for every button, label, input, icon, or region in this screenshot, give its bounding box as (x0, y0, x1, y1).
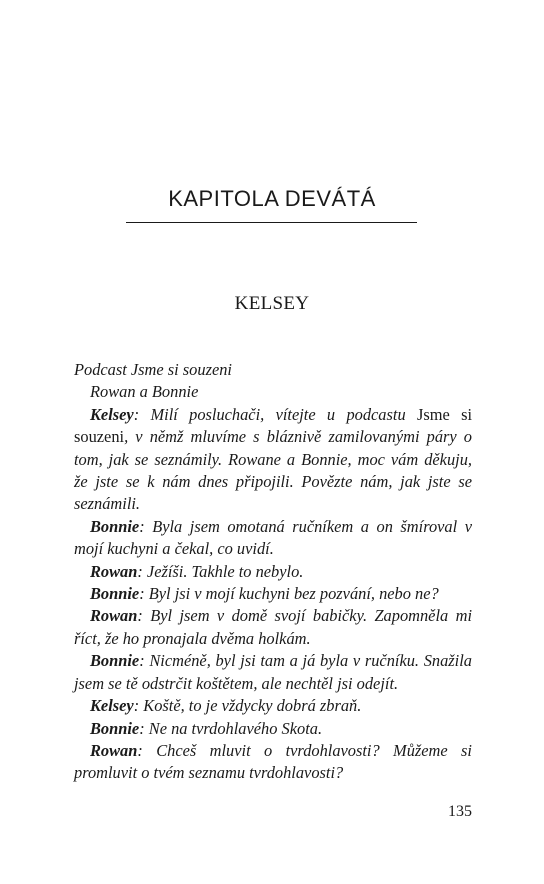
dialogue-text: : Byl jsem v domě svojí babičky. Zapomněla mi říct, že ho pronajala dvěma holkám. (74, 606, 472, 648)
chapter-heading: KAPITOLA DEVÁTÁ (168, 186, 376, 211)
paragraph (74, 516, 472, 561)
body-text (74, 359, 472, 785)
dialogue-text: Podcast Jsme si souzeni (74, 360, 232, 379)
speaker-name: Rowan (90, 561, 138, 581)
dialogue-text: : Byla jsem omotaná ručníkem a on šmíroval v mojí kuchyni a čekal, co uvidí. (74, 516, 472, 559)
paragraph (74, 718, 472, 740)
dialogue-text: Rowan a Bonnie (90, 382, 199, 402)
paragraph (74, 740, 472, 785)
paragraph (74, 359, 472, 381)
paragraph (74, 404, 472, 516)
page-number: 135 (448, 803, 472, 820)
paragraph (74, 561, 472, 583)
speaker-name: Bonnie (90, 584, 140, 604)
speaker-name: Bonnie (90, 516, 140, 536)
paragraph (74, 695, 472, 717)
dialogue-text: : Ne na tvrdohlavého Skota. (139, 718, 323, 738)
podcast-name: Jsme si souzeni (74, 404, 473, 447)
paragraph (74, 381, 472, 403)
dialogue-text: : Chceš mluvit o tvrdohlavosti? Můžeme si promluvit o tvém seznamu tvrdohlavosti? (74, 740, 472, 783)
speaker-name: Rowan (90, 740, 138, 760)
paragraph (74, 605, 472, 650)
speaker-name: Bonnie (90, 651, 140, 671)
chapter-divider (126, 222, 417, 223)
paragraph (74, 650, 472, 695)
section-title: KELSEY (234, 293, 310, 314)
dialogue-text: : Koště, to je vždycky dobrá zbraň. (133, 696, 362, 716)
speaker-name: Kelsey (90, 696, 134, 716)
dialogue-text: : Byl jsi v mojí kuchyni bez pozvání, nebo ne? (139, 584, 439, 604)
dialogue-text: , v němž mluvíme s bláznivě zamilovanými páry o tom, jak se seznámily. Rowane a Bonnie, moc vám děkuju, že jste se k nám dnes připojili. Povězte nám, jak jste se seznámili. (74, 427, 472, 514)
speaker-name: Bonnie (90, 718, 140, 738)
speaker-name: Kelsey (90, 404, 134, 424)
speaker-name: Rowan (90, 606, 138, 626)
dialogue-text: : Ježíši. Takhle to nebylo. (137, 561, 304, 581)
dialogue-text: : Nicméně, byl jsi tam a já byla v ručníku. Snažila jsem se tě odstrčit koštětem, ale nechtěl jsi odejít. (74, 651, 472, 693)
paragraph (74, 583, 472, 605)
dialogue-text: : Milí posluchači, vítejte u podcastu (133, 404, 417, 424)
